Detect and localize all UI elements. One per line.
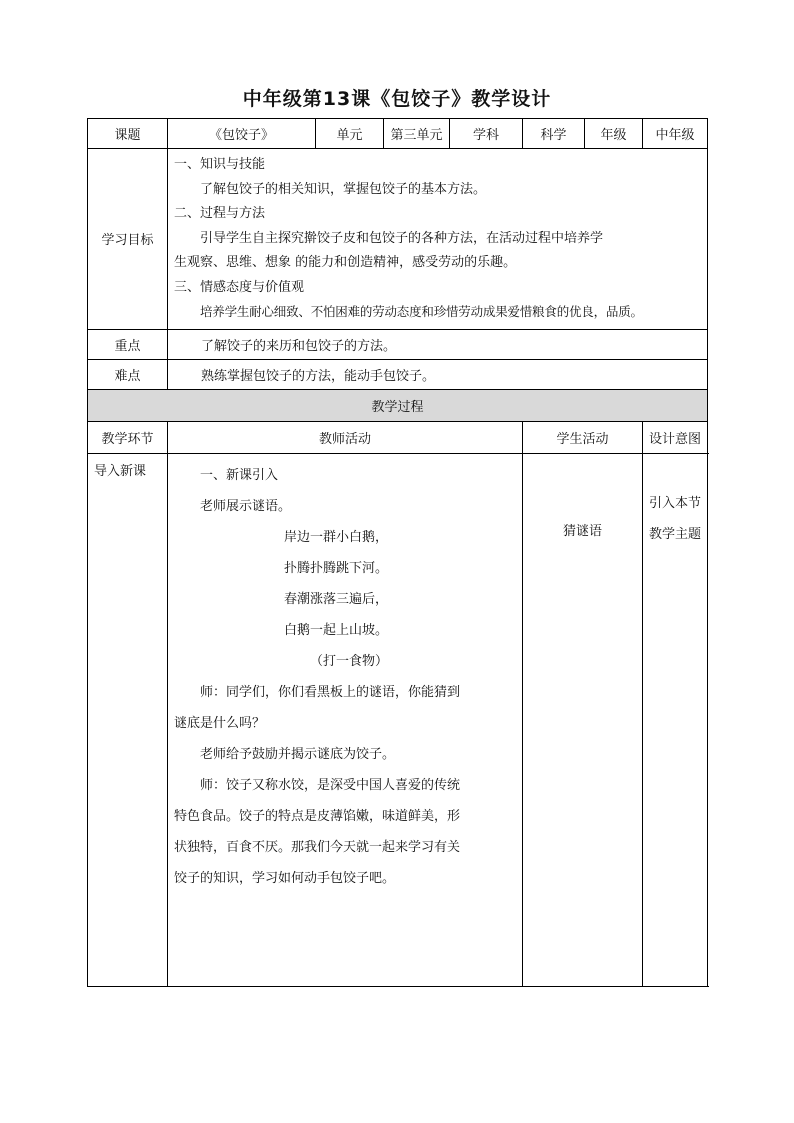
- student-activity: 猜谜语: [523, 453, 643, 986]
- riddle-line: 岸边一群小白鹅，: [284, 529, 389, 545]
- teacher-line: 状独特，百食不厌。那我们今天就一起来学习有关: [174, 839, 461, 855]
- objective-line: 三、情感态度与价值观: [174, 279, 305, 295]
- intro-row: [88, 453, 708, 986]
- column-header: 设计意图: [643, 421, 708, 453]
- riddle-hint: （打一食物）: [310, 653, 389, 669]
- column-header-row: [88, 421, 708, 453]
- topic-label: 课题: [88, 119, 168, 149]
- column-header: 学生活动: [523, 421, 643, 453]
- difficulty-row: [88, 359, 708, 389]
- page-title: 中年级第13课《包饺子》教学设计: [242, 88, 552, 110]
- riddle-line: 扑腾扑腾跳下河。: [284, 560, 389, 576]
- design-intent: 引入本节教学主题: [643, 453, 708, 986]
- objective-line: 二、过程与方法: [174, 206, 266, 221]
- subject-label: 学科: [450, 119, 523, 149]
- unit-value: 第三单元: [384, 119, 450, 149]
- process-title: 教学过程: [88, 389, 708, 421]
- unit-label: 单元: [316, 119, 384, 149]
- riddle-line: 春潮涨落三遍后，: [284, 591, 389, 607]
- objective-line: 了解包饺子的相关知识，掌握包饺子的基本方法。: [200, 181, 487, 197]
- teacher-line: 老师展示谜语。: [200, 498, 292, 514]
- lesson-plan-table: [87, 118, 708, 987]
- key-point-row: [88, 329, 708, 359]
- objectives-content: [168, 149, 708, 330]
- key-point-label: 重点: [88, 329, 168, 359]
- teacher-line: 师：饺子又称水饺，是深受中国人喜爱的传统: [200, 777, 461, 793]
- teacher-line: 老师给予鼓励并揭示谜底为饺子。: [200, 746, 396, 762]
- key-point-text: 了解饺子的来历和包饺子的方法。: [168, 329, 708, 359]
- difficulty-label: 难点: [88, 359, 168, 389]
- objective-line: 生观察、思维、想象 的能力和创造精神，感受劳动的乐趣。: [174, 255, 517, 270]
- teacher-line: 一、新课引入: [200, 467, 279, 483]
- header-row: [88, 119, 708, 149]
- subject-value: 科学: [523, 119, 585, 149]
- process-title-row: [88, 389, 708, 421]
- column-header: 教学环节: [88, 421, 168, 453]
- objectives-label: 学习目标: [88, 149, 168, 330]
- difficulty-text: 熟练掌握包饺子的方法，能动手包饺子。: [168, 359, 708, 389]
- teacher-activity: [168, 453, 523, 986]
- riddle-line: 白鹅一起上山坡。: [284, 622, 389, 638]
- objective-line: 培养学生耐心细致、不怕困难的劳动态度和珍惜劳动成果爱惜粮食的优良，品质。: [200, 304, 643, 319]
- intro-stage: 导入新课: [88, 453, 168, 986]
- teacher-line: 师：同学们，你们看黑板上的谜语，你能猜到: [200, 684, 461, 700]
- objective-line: 引导学生自主探究擀饺子皮和包饺子的各种方法，在活动过程中培养学: [200, 230, 604, 246]
- topic-value: 《包饺子》: [168, 119, 316, 149]
- objective-line: 一、知识与技能: [174, 157, 266, 172]
- grade-label: 年级: [585, 119, 643, 149]
- teacher-line: 饺子的知识，学习如何动手包饺子吧。: [174, 870, 396, 886]
- teacher-line: 特色食品。饺子的特点是皮薄馅嫩，味道鲜美，形: [174, 808, 461, 824]
- column-header: 教师活动: [168, 421, 523, 453]
- teacher-line: 谜底是什么吗？: [174, 715, 266, 731]
- objectives-row: [88, 149, 708, 330]
- grade-value: 中年级: [643, 119, 708, 149]
